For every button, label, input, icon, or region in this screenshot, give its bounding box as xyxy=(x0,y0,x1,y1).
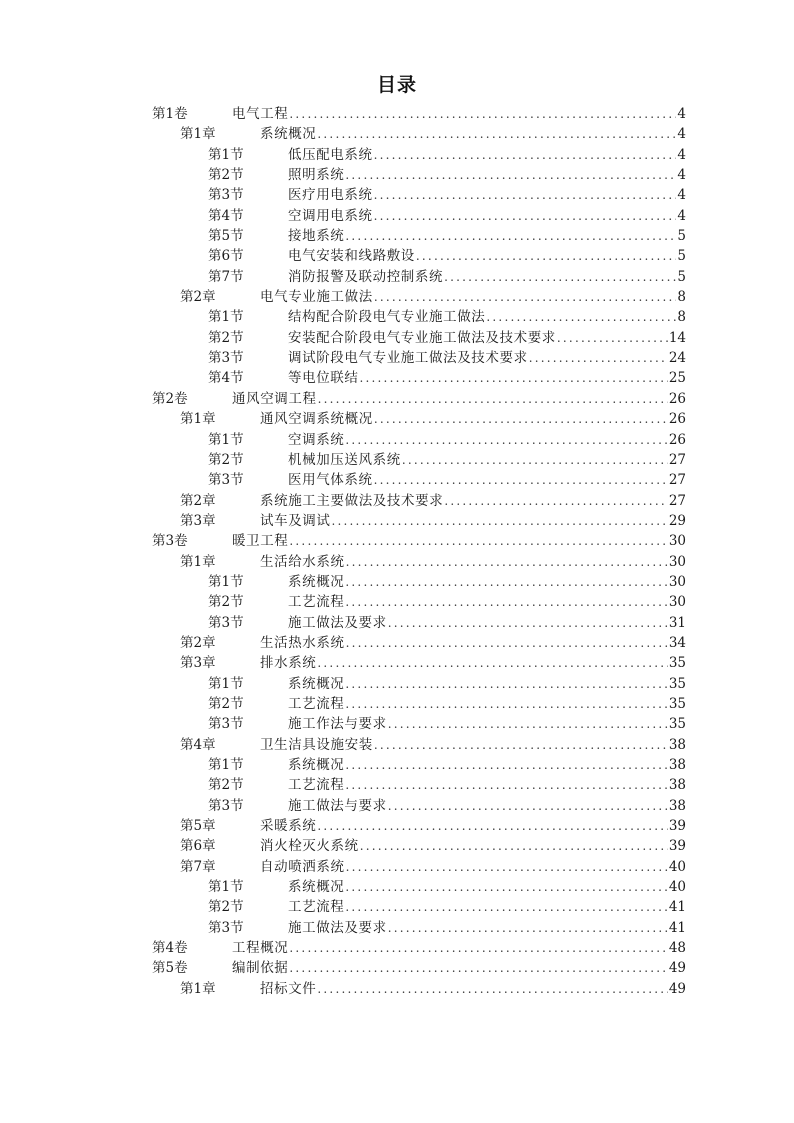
toc-entry-chapter[interactable] xyxy=(152,816,686,836)
toc-entry-number: 第3节 xyxy=(208,716,244,733)
toc-entry-number: 第1节 xyxy=(208,309,244,326)
toc-entry-number: 第1节 xyxy=(208,146,244,163)
toc-entry-label[interactable]: 施工作法与要求 xyxy=(288,716,387,733)
toc-entry-page-number: 35 xyxy=(668,655,686,672)
toc-entry-page-number: 5 xyxy=(677,248,686,265)
toc-entry-chapter[interactable] xyxy=(152,633,686,653)
toc-entry-label[interactable]: 结构配合阶段电气专业施工做法 xyxy=(288,309,486,326)
toc-entry-section[interactable] xyxy=(152,572,686,592)
toc-entry-number: 第2节 xyxy=(208,899,244,916)
dot-leader xyxy=(346,633,668,653)
toc-entry-number: 第2节 xyxy=(208,695,244,712)
dot-leader xyxy=(345,674,667,694)
toc-entry-page-number: 24 xyxy=(668,350,686,367)
dot-leader xyxy=(402,450,668,470)
toc-entry-page-number: 26 xyxy=(668,411,686,428)
toc-entry-number: 第4节 xyxy=(208,207,244,224)
toc-entry-label[interactable]: 工艺流程 xyxy=(288,777,345,794)
toc-entry-number: 第1章 xyxy=(180,126,216,143)
toc-entry-number: 第2节 xyxy=(208,167,244,184)
toc-entry-number: 第3卷 xyxy=(152,533,188,550)
dot-leader xyxy=(360,368,668,388)
toc-entry-page-number: 35 xyxy=(668,675,686,692)
toc-entry-page-number: 39 xyxy=(668,838,686,855)
toc-entry-volume[interactable] xyxy=(152,938,686,958)
toc-entry-section[interactable] xyxy=(152,226,686,246)
toc-entry-label[interactable]: 通风空调系统概况 xyxy=(260,411,373,428)
dot-leader xyxy=(345,755,667,775)
toc-entry-number: 第3节 xyxy=(208,350,244,367)
toc-entry-label[interactable]: 施工做法与要求 xyxy=(288,797,387,814)
toc-entry-label[interactable]: 排水系统 xyxy=(260,655,317,672)
toc-entry-volume[interactable] xyxy=(152,531,686,551)
toc-entry-label[interactable]: 消火栓灭火系统 xyxy=(260,838,359,855)
toc-entry-label[interactable]: 试车及调试 xyxy=(260,512,331,529)
toc-title: 目录 xyxy=(376,74,417,96)
toc-entry-page-number: 29 xyxy=(668,512,686,529)
toc-entry-number: 第5卷 xyxy=(152,960,188,977)
toc-entry-page-number: 38 xyxy=(668,736,686,753)
toc-entry-number: 第3节 xyxy=(208,187,244,204)
toc-entry-label[interactable]: 暖卫工程 xyxy=(232,533,289,550)
toc-entry-label[interactable]: 等电位联结 xyxy=(288,370,359,387)
toc-entry-section[interactable] xyxy=(152,775,686,795)
dot-leader xyxy=(388,714,668,734)
toc-entry-page-number: 8 xyxy=(677,309,686,326)
toc-entry-volume[interactable] xyxy=(152,104,686,124)
toc-entry-section[interactable] xyxy=(152,674,686,694)
toc-entry-volume[interactable] xyxy=(152,389,686,409)
dot-leader xyxy=(444,491,668,511)
toc-entry-section[interactable] xyxy=(152,470,686,490)
toc-entry-page-number: 4 xyxy=(677,106,686,122)
dot-leader xyxy=(360,836,668,856)
toc-entry-page-number: 48 xyxy=(668,940,686,957)
toc-entry-section[interactable] xyxy=(152,450,686,470)
toc-entry-page-number: 30 xyxy=(668,533,686,550)
toc-entry-label[interactable]: 系统概况 xyxy=(288,675,345,692)
toc-entry-chapter[interactable] xyxy=(152,409,686,429)
toc-entry-label[interactable]: 招标文件 xyxy=(260,980,317,997)
toc-entry-number: 第3节 xyxy=(208,919,244,936)
toc-entry-number: 第2章 xyxy=(180,492,216,509)
dot-leader xyxy=(289,938,667,958)
toc-entry-chapter[interactable] xyxy=(152,836,686,856)
dot-leader xyxy=(388,918,668,938)
toc-entry-chapter[interactable] xyxy=(152,735,686,755)
dot-leader xyxy=(345,877,667,897)
toc-entry-label[interactable]: 调试阶段电气专业施工做法及技术要求 xyxy=(288,350,528,367)
toc-entry-page-number: 38 xyxy=(668,777,686,794)
toc-entry-number: 第3节 xyxy=(208,614,244,631)
toc-entry-number: 第1节 xyxy=(208,757,244,773)
toc-entry-number: 第2节 xyxy=(208,594,244,611)
dot-leader xyxy=(317,816,667,836)
dot-leader xyxy=(374,470,668,490)
toc-entry-label[interactable]: 空调系统 xyxy=(288,431,345,448)
toc-entry-page-number: 4 xyxy=(677,167,686,184)
toc-entry-label[interactable]: 卫生洁具设施安装 xyxy=(260,736,373,753)
toc-entry-section[interactable] xyxy=(152,368,686,388)
toc-entry-label[interactable]: 空调用电系统 xyxy=(288,207,373,224)
toc-entry-number: 第6节 xyxy=(208,248,244,265)
toc-entry-section[interactable] xyxy=(152,185,686,205)
dot-leader xyxy=(345,694,667,714)
dot-leader xyxy=(557,328,668,348)
dot-leader xyxy=(345,430,667,450)
toc-entry-page-number: 27 xyxy=(668,472,686,489)
dot-leader xyxy=(374,409,668,429)
toc-entry-label[interactable]: 照明系统 xyxy=(288,167,345,184)
dot-leader xyxy=(332,511,668,531)
toc-entry-section[interactable] xyxy=(152,755,686,775)
toc-entry-section[interactable] xyxy=(152,613,686,633)
toc-entry-page-number: 4 xyxy=(677,146,686,163)
toc-entry-number: 第2节 xyxy=(208,777,244,794)
toc-entry-label[interactable]: 接地系统 xyxy=(288,228,345,245)
toc-entry-number: 第2卷 xyxy=(152,390,188,407)
toc-entry-label[interactable]: 工程概况 xyxy=(232,940,289,957)
dot-leader xyxy=(388,613,668,633)
toc-entry-number: 第3章 xyxy=(180,512,216,529)
dot-leader xyxy=(317,653,667,673)
dot-leader xyxy=(345,165,676,185)
toc-entry-page-number: 40 xyxy=(668,879,686,896)
toc-entry-page-number: 38 xyxy=(668,757,686,773)
dot-leader xyxy=(486,307,676,327)
toc-entry-section[interactable] xyxy=(152,307,686,327)
dot-leader xyxy=(346,552,668,572)
toc-entry-number: 第5节 xyxy=(208,228,244,245)
toc-entry-number: 第7节 xyxy=(208,268,244,285)
dot-leader xyxy=(374,287,677,307)
toc-entry-label[interactable]: 生活给水系统 xyxy=(260,553,345,570)
toc-entry-number: 第6章 xyxy=(180,838,216,855)
toc-entry-section[interactable] xyxy=(152,877,686,897)
toc-entry-chapter[interactable] xyxy=(152,287,686,307)
toc-entry-label[interactable]: 系统施工主要做法及技术要求 xyxy=(260,492,444,509)
dot-leader xyxy=(416,246,677,266)
toc-entry-number: 第1章 xyxy=(180,553,216,570)
toc-entry-label[interactable]: 工艺流程 xyxy=(288,899,345,916)
toc-entry-page-number: 41 xyxy=(668,919,686,936)
toc-entry-number: 第3节 xyxy=(208,797,244,814)
toc-entry-page-number: 30 xyxy=(668,553,686,570)
toc-entry-number: 第2节 xyxy=(208,329,244,346)
dot-leader xyxy=(374,206,677,226)
toc-entry-label[interactable]: 系统概况 xyxy=(260,126,317,143)
dot-leader xyxy=(345,592,667,612)
toc-entry-chapter[interactable] xyxy=(152,857,686,877)
toc-entry-page-number: 41 xyxy=(668,899,686,916)
toc-entry-number: 第4卷 xyxy=(152,940,188,957)
toc-entry-number: 第1卷 xyxy=(152,106,188,122)
toc-entry-page-number: 25 xyxy=(668,370,686,387)
toc-entry-section[interactable] xyxy=(152,206,686,226)
toc-entry-label[interactable]: 医疗用电系统 xyxy=(288,187,373,204)
toc-entry-page-number: 49 xyxy=(668,960,686,977)
toc-entry-page-number: 35 xyxy=(668,695,686,712)
toc-entry-section[interactable] xyxy=(152,918,686,938)
toc-entry-label[interactable]: 生活热水系统 xyxy=(260,634,345,651)
toc-entry-label[interactable]: 医用气体系统 xyxy=(288,472,373,489)
dot-leader xyxy=(289,104,676,124)
toc-entry-label[interactable]: 工艺流程 xyxy=(288,594,345,611)
dot-leader xyxy=(444,267,676,287)
dot-leader xyxy=(345,775,667,795)
toc-entry-page-number: 4 xyxy=(677,187,686,204)
toc-entry-number: 第2节 xyxy=(208,451,244,468)
toc-entry-number: 第3章 xyxy=(180,655,216,672)
toc-entry-page-number: 40 xyxy=(668,858,686,875)
toc-entry-label[interactable]: 通风空调工程 xyxy=(232,390,317,407)
toc-entry-section[interactable] xyxy=(152,348,686,368)
toc-entry-section[interactable] xyxy=(152,714,686,734)
toc-entry-section[interactable] xyxy=(152,165,686,185)
toc-entry-page-number: 4 xyxy=(677,207,686,224)
dot-leader xyxy=(374,735,668,755)
toc-entry-page-number: 26 xyxy=(668,390,686,407)
dot-leader xyxy=(289,531,667,551)
toc-entry-page-number: 30 xyxy=(668,594,686,611)
toc-entry-number: 第1节 xyxy=(208,431,244,448)
toc-entry-section[interactable] xyxy=(152,430,686,450)
toc-entry-page-number: 27 xyxy=(668,492,686,509)
dot-leader xyxy=(345,226,676,246)
toc-entry-label[interactable]: 系统概况 xyxy=(288,879,345,896)
toc-entry-label[interactable]: 电气工程 xyxy=(232,106,289,122)
dot-leader xyxy=(374,145,677,165)
toc-entry-chapter[interactable] xyxy=(152,979,686,999)
toc-entry-volume[interactable] xyxy=(152,958,686,978)
toc-entry-label[interactable]: 系统概况 xyxy=(288,757,345,773)
toc-entry-label[interactable]: 电气安装和线路敷设 xyxy=(288,248,415,265)
toc-entry-page-number: 35 xyxy=(668,716,686,733)
toc-entry-number: 第1节 xyxy=(208,573,244,590)
toc-entry-page-number: 34 xyxy=(668,634,686,651)
toc-entry-label[interactable]: 消防报警及联动控制系统 xyxy=(288,268,444,285)
dot-leader xyxy=(529,348,668,368)
toc-entry-page-number: 30 xyxy=(668,573,686,590)
dot-leader xyxy=(317,979,667,999)
toc-entry-label[interactable]: 安装配合阶段电气专业施工做法及技术要求 xyxy=(288,329,556,346)
toc-entry-number: 第3节 xyxy=(208,472,244,489)
toc-entry-number: 第4节 xyxy=(208,370,244,387)
toc-entry-label[interactable]: 施工做法及要求 xyxy=(288,919,387,936)
toc-entry-number: 第1节 xyxy=(208,879,244,896)
toc-entry-page-number: 49 xyxy=(668,980,686,997)
toc-entry-chapter[interactable] xyxy=(152,491,686,511)
toc-entry-page-number: 14 xyxy=(668,329,686,346)
dot-leader xyxy=(289,958,667,978)
table-of-contents xyxy=(152,104,686,999)
toc-entry-label[interactable]: 低压配电系统 xyxy=(288,146,373,163)
toc-entry-section[interactable] xyxy=(152,145,686,165)
toc-entry-section[interactable] xyxy=(152,796,686,816)
toc-entry-section[interactable] xyxy=(152,592,686,612)
toc-entry-chapter[interactable] xyxy=(152,511,686,531)
dot-leader xyxy=(345,572,667,592)
toc-entry-section[interactable] xyxy=(152,694,686,714)
toc-entry-label[interactable]: 施工做法及要求 xyxy=(288,614,387,631)
toc-entry-page-number: 4 xyxy=(677,126,686,143)
toc-entry-number: 第1章 xyxy=(180,980,216,997)
dot-leader xyxy=(318,389,668,409)
toc-entry-number: 第7章 xyxy=(180,858,216,875)
toc-entry-chapter[interactable] xyxy=(152,552,686,572)
toc-entry-section[interactable] xyxy=(152,246,686,266)
dot-leader xyxy=(374,185,677,205)
toc-entry-number: 第2章 xyxy=(180,634,216,651)
toc-entry-section[interactable] xyxy=(152,267,686,287)
toc-entry-page-number: 39 xyxy=(668,818,686,835)
toc-entry-section[interactable] xyxy=(152,897,686,917)
toc-entry-label[interactable]: 自动喷洒系统 xyxy=(260,858,345,875)
toc-entry-page-number: 31 xyxy=(668,614,686,631)
toc-entry-number: 第1章 xyxy=(180,411,216,428)
toc-entry-label[interactable]: 机械加压送风系统 xyxy=(288,451,401,468)
toc-entry-number: 第1节 xyxy=(208,675,244,692)
dot-leader xyxy=(388,796,668,816)
dot-leader xyxy=(346,857,668,877)
toc-entry-page-number: 5 xyxy=(677,228,686,245)
toc-entry-chapter[interactable] xyxy=(152,653,686,673)
toc-entry-label[interactable]: 工艺流程 xyxy=(288,695,345,712)
toc-entry-number: 第4章 xyxy=(180,736,216,753)
toc-entry-label[interactable]: 系统概况 xyxy=(288,573,345,590)
toc-entry-chapter[interactable] xyxy=(152,124,686,144)
toc-entry-page-number: 26 xyxy=(668,431,686,448)
toc-entry-page-number: 38 xyxy=(668,797,686,814)
dot-leader xyxy=(345,897,667,917)
toc-entry-page-number: 27 xyxy=(668,451,686,468)
toc-entry-page-number: 5 xyxy=(677,268,686,285)
toc-entry-section[interactable] xyxy=(152,328,686,348)
toc-entry-number: 第5章 xyxy=(180,818,216,835)
toc-entry-label[interactable]: 电气专业施工做法 xyxy=(260,289,373,306)
dot-leader xyxy=(317,124,676,144)
toc-entry-number: 第2章 xyxy=(180,289,216,306)
toc-entry-page-number: 8 xyxy=(677,289,686,306)
toc-entry-label[interactable]: 编制依据 xyxy=(232,960,289,977)
toc-entry-label[interactable]: 采暖系统 xyxy=(260,818,317,835)
